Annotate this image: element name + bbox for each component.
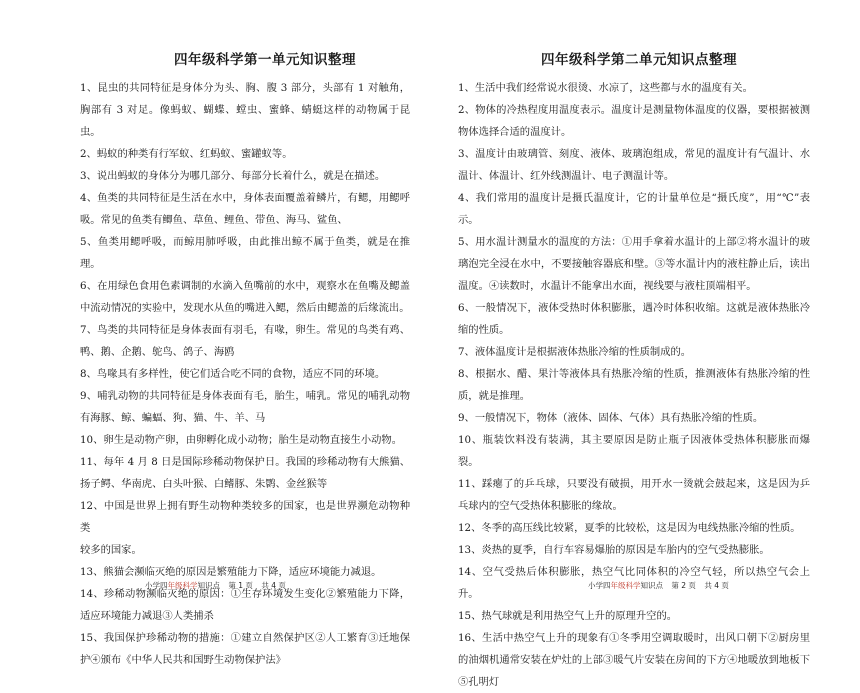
- knowledge-list: [458, 77, 810, 693]
- list-item: 12、冬季的高压线比较紧，夏季的比较松，这是因为电线热胀冷缩的性质。: [458, 522, 801, 534]
- left-page: [0, 0, 430, 666]
- list-item: 9、哺乳动物的共同特征是身体表面有毛，胎生，哺乳。常见的哺乳动物有海豚、鲸、蝙蝠、狗、猫、牛、羊、马: [80, 390, 410, 424]
- list-item: 3、说出蚂蚁的身体分为哪几部分、每部分长着什么，就是在描述。: [80, 170, 386, 182]
- list-item: 1、生活中我们经常说水很烫、水凉了，这些都与水的温度有关。: [458, 82, 753, 94]
- page-title: 四年级科学第二单元知识点整理: [541, 52, 737, 68]
- list-item: 6、一般情况下，液体受热时体积膨胀，遇冷时体积收缩。这就是液体热胀冷缩的性质。: [458, 302, 810, 336]
- list-item: 9、一般情况下，物体（液体、固体、气体）具有热胀冷缩的性质。: [458, 412, 764, 424]
- list-item: 14、珍稀动物濒临灭绝的原因：①生存环境发生变化②繁殖能力下降，适应环境能力减退③人类捕杀: [80, 588, 410, 622]
- list-item: 5、鱼类用鳃呼吸，而鲸用肺呼吸，由此推出鲸不属于鱼类，就是在推理。: [80, 236, 410, 270]
- right-page: [430, 0, 860, 688]
- list-item: 较多的国家。: [80, 544, 142, 556]
- list-item: 4、鱼类的共同特征是生活在水中，身体表面覆盖着鳞片，有鳃，用鳃呼吸。常见的鱼类有鲫鱼、草鱼、鲤鱼、带鱼、海马、鲨鱼、: [80, 192, 410, 226]
- list-item: 12、中国是世界上拥有野生动物种类较多的国家，也是世界濒危动物种类: [80, 500, 410, 534]
- list-item: 2、蚂蚁的种类有行军蚁、红蚂蚁、蜜罐蚁等。: [80, 148, 293, 160]
- footer-label: 小学四年级科学知识点: [588, 581, 663, 590]
- list-item: 4、我们常用的温度计是摄氏温度计，它的计量单位是“摄氏度”，用“℃”表示。: [458, 192, 810, 226]
- list-item: 13、熊猫会濒临灭绝的原因是繁殖能力下降，适应环境能力减退。: [80, 566, 382, 578]
- list-item: 7、液体温度计是根据液体热胀冷缩的性质制成的。: [458, 346, 692, 358]
- list-item: 15、我国保护珍稀动物的措施：①建立自然保护区②人工繁育③迁地保护④颁布《中华人民共和国野生动物保护法》: [80, 632, 410, 666]
- list-item: 8、鸟喙具有多样性，使它们适合吃不同的食物，适应不同的环境。: [80, 368, 386, 380]
- footer-total-pages: 共 4 页: [704, 581, 729, 590]
- page-footer: [588, 580, 735, 591]
- list-item: 7、鸟类的共同特征是身体表面有羽毛，有喙，卵生。常见的鸟类有鸡、鸭、鹅、企鹅、鸵鸟、鸽子、海鸥: [80, 324, 410, 358]
- list-item: 11、踩瘪了的乒乓球，只要没有破损，用开水一烫就会鼓起来，这是因为乒乓球内的空气受热体积膨胀的缘故。: [458, 478, 810, 512]
- list-item: 11、每年 4 月 8 日是国际珍稀动物保护日。我国的珍稀动物有大熊猫、扬子鳄、华南虎、白头叶猴、白鳍豚、朱鹮、金丝猴等: [80, 456, 410, 490]
- list-item: 2、物体的冷热程度用温度表示。温度计是测量物体温度的仪器，要根据被测物体选择合适的温度计。: [458, 104, 810, 138]
- list-item: 15、热气球就是利用热空气上升的原理升空的。: [458, 610, 678, 622]
- page-footer: [145, 580, 292, 591]
- list-item: 8、根据水、醋、果汁等液体具有热胀冷缩的性质，推测液体有热胀冷缩的性质，就是推理。: [458, 368, 810, 402]
- footer-page-number: 第 1 页: [228, 581, 253, 590]
- footer-page-number: 第 2 页: [671, 581, 696, 590]
- page-title: 四年级科学第一单元知识整理: [174, 52, 356, 68]
- footer-total-pages: 共 4 页: [261, 581, 286, 590]
- list-item: 3、温度计由玻璃管、刻度、液体、玻璃泡组成，常见的温度计有气温计、水温计、体温计、红外线测温计、电子测温计等。: [458, 148, 810, 182]
- list-item: 13、炎热的夏季，自行车容易爆胎的原因是车胎内的空气受热膨胀。: [458, 544, 770, 556]
- footer-label: 小学四年级科学知识点: [145, 581, 220, 590]
- list-item: 16、生活中热空气上升的现象有①冬季用空调取暖时，出风口朝下②厨房里的油烟机通常安装在炉灶的上部③暖气片安装在房间的下方④地暖放到地板下⑤孔明灯: [458, 632, 810, 688]
- list-item: 10、卵生是动物产卵，由卵孵化成小动物；胎生是动物直接生小动物。: [80, 434, 403, 446]
- list-item: 5、用水温计测量水的温度的方法：①用手拿着水温计的上部②将水温计的玻璃泡完全浸在水中，不要接触容器底和壁。③等水温计内的液柱静止后，读出温度。④读数时，水温计不能拿出水面，视线要与液柱顶端相平。: [458, 236, 810, 292]
- list-item: 1、昆虫的共同特征是身体分为头、胸、腹 3 部分，头部有 1 对触角，胸部有 3 对足。像蚂蚁、蝴蝶、螳虫、蜜蜂、蜻蜓这样的动物属于昆虫。: [80, 82, 410, 138]
- list-item: 6、在用绿色食用色素调制的水滴入鱼嘴前的水中，观察水在鱼嘴及鳃盖中流动情况的实验中，发现水从鱼的嘴进入鳃，然后由鳃盖的后缘流出。: [80, 280, 410, 314]
- list-item: 10、瓶装饮料没有装满，其主要原因是防止瓶子因液体受热体积膨胀而爆裂。: [458, 434, 810, 468]
- list-item: 14、空气受热后体积膨胀，热空气比同体积的冷空气轻，所以热空气会上升。: [458, 566, 810, 600]
